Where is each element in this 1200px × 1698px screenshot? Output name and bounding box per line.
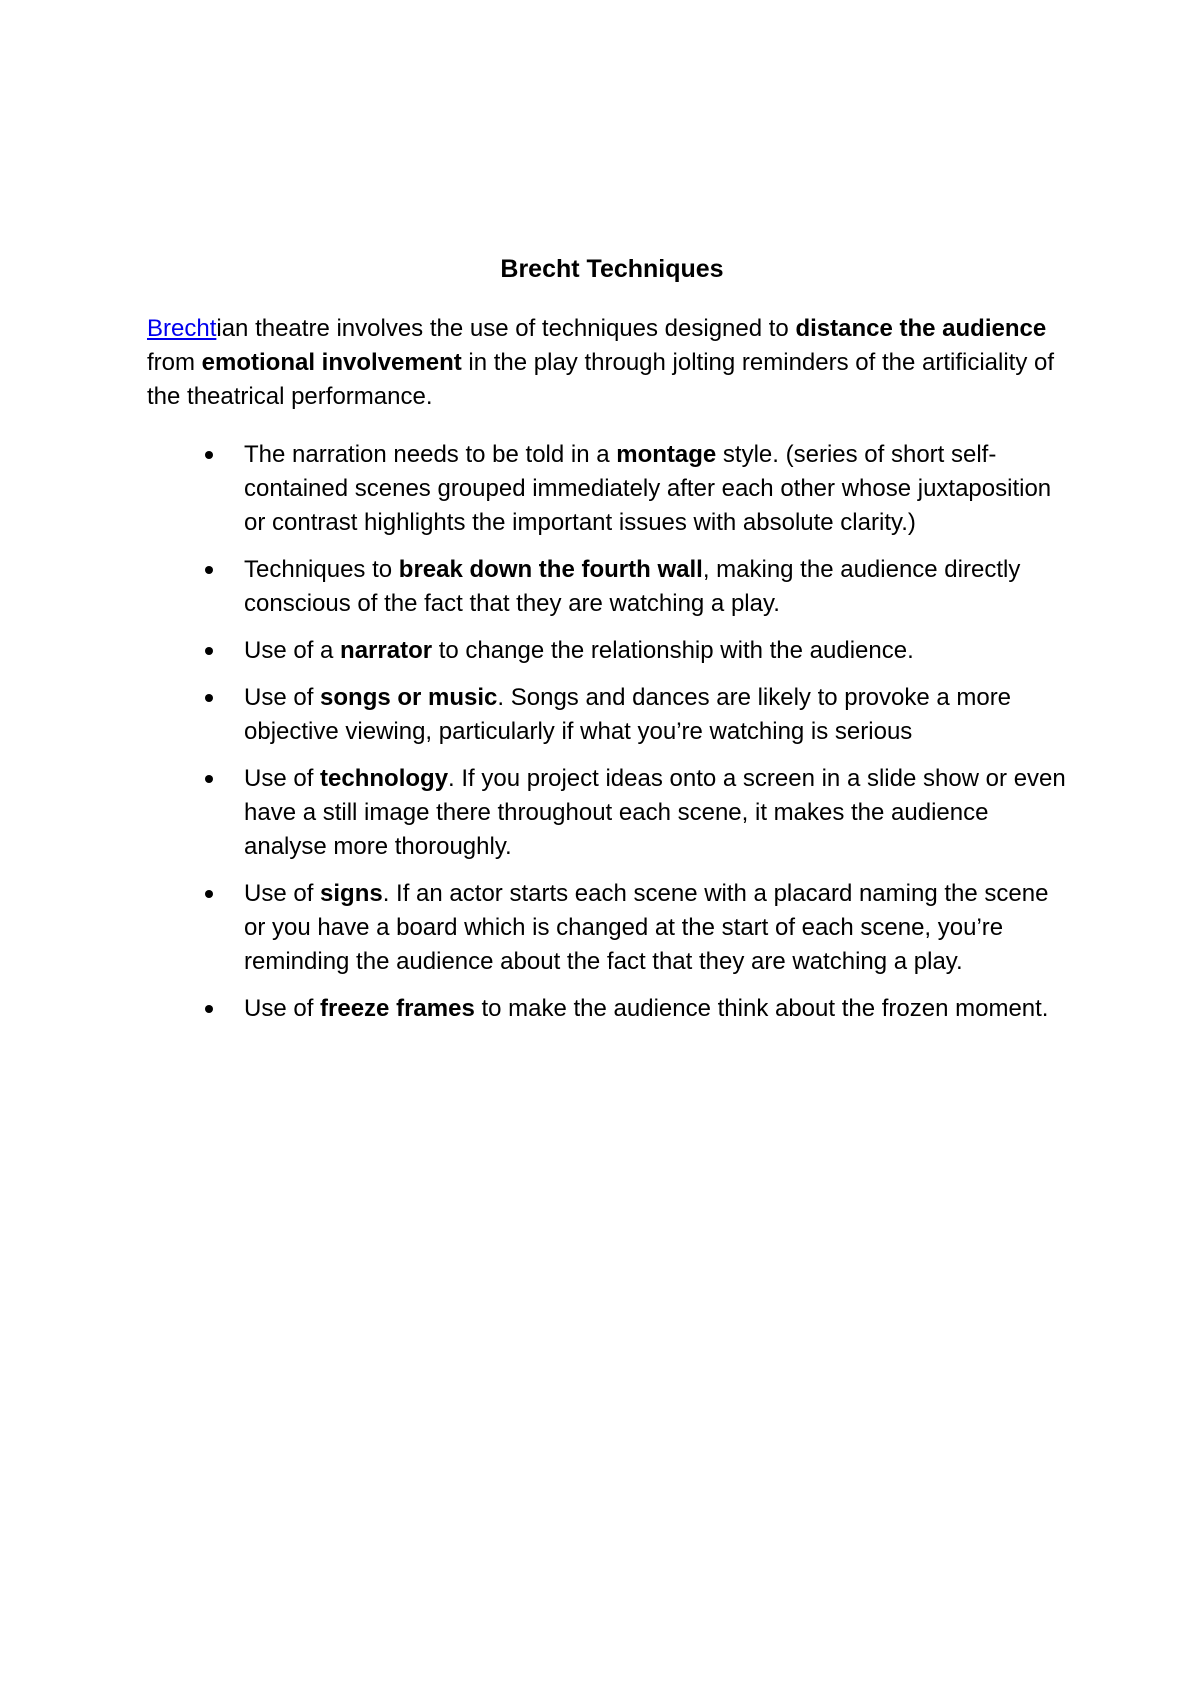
- intro-paragraph: [147, 312, 1067, 414]
- list-item-bold: technology: [320, 765, 449, 792]
- list-item: [147, 438, 1067, 540]
- list-item-bold: songs or music: [320, 684, 498, 711]
- list-item-text: Use of: [244, 765, 321, 792]
- list-item-text: . Songs and dances are likely to provoke a more objective viewing, particularly if what you’re watching is serious: [244, 684, 1012, 745]
- list-item-text: style. (series of short self-contained scenes grouped immediately after each other whose juxtaposition or contrast highlights the important issues with absolute clarity.): [244, 441, 1052, 536]
- document-body: [147, 252, 1067, 1039]
- bullet-icon: [205, 566, 213, 574]
- list-item-bold: break down the fourth wall: [398, 556, 703, 583]
- bullet-icon: [205, 451, 213, 459]
- list-item-text: Use of: [244, 995, 321, 1022]
- list-item-bold: freeze frames: [320, 995, 475, 1022]
- list-item: [147, 681, 1067, 749]
- list-item-bold: montage: [616, 441, 717, 468]
- list-item-text: The narration needs to be told in a: [244, 441, 617, 468]
- list-item-text: . If an actor starts each scene with a placard naming the scene or you have a board which is changed at the start of each scene, you’re reminding the audience about the fact that they are watching a play.: [244, 880, 1049, 975]
- list-item-text: to make the audience think about the frozen moment.: [474, 995, 1049, 1022]
- intro-text-3: in the play through jolting reminders of the artificiality of the theatrical performance.: [147, 349, 1055, 410]
- list-item-text: to change the relationship with the audience.: [432, 637, 914, 664]
- list-item-bold: narrator: [340, 637, 433, 664]
- list-item-text: Use of: [244, 880, 321, 907]
- page-title: Brecht Techniques: [500, 255, 724, 283]
- bullet-icon: [205, 890, 213, 898]
- list-item: [147, 992, 1067, 1026]
- techniques-list: [147, 438, 1067, 1026]
- list-item-text: , making the audience directly conscious of the fact that they are watching a play.: [244, 556, 1021, 617]
- bullet-icon: [205, 775, 213, 783]
- list-item: [147, 553, 1067, 621]
- intro-bold-1: distance the audience: [795, 315, 1047, 342]
- list-item-text: Use of a: [244, 637, 341, 664]
- intro-bold-2: emotional involvement: [201, 349, 462, 376]
- intro-text-2: from: [147, 349, 202, 376]
- bullet-icon: [205, 1005, 213, 1013]
- list-item-text: . If you project ideas onto a screen in a slide show or even have a still image there throughout each scene, it makes the audience analyse more thoroughly.: [244, 765, 1066, 860]
- bullet-icon: [205, 694, 213, 702]
- list-item-text: Techniques to: [244, 556, 399, 583]
- intro-text-1: ian theatre involves the use of techniques designed to: [216, 315, 796, 342]
- list-item: [147, 762, 1067, 864]
- list-item: [147, 634, 1067, 668]
- list-item: [147, 877, 1067, 979]
- bullet-icon: [205, 647, 213, 655]
- list-item-text: Use of: [244, 684, 321, 711]
- brecht-link[interactable]: Brecht: [147, 315, 217, 342]
- list-item-bold: signs: [320, 880, 383, 907]
